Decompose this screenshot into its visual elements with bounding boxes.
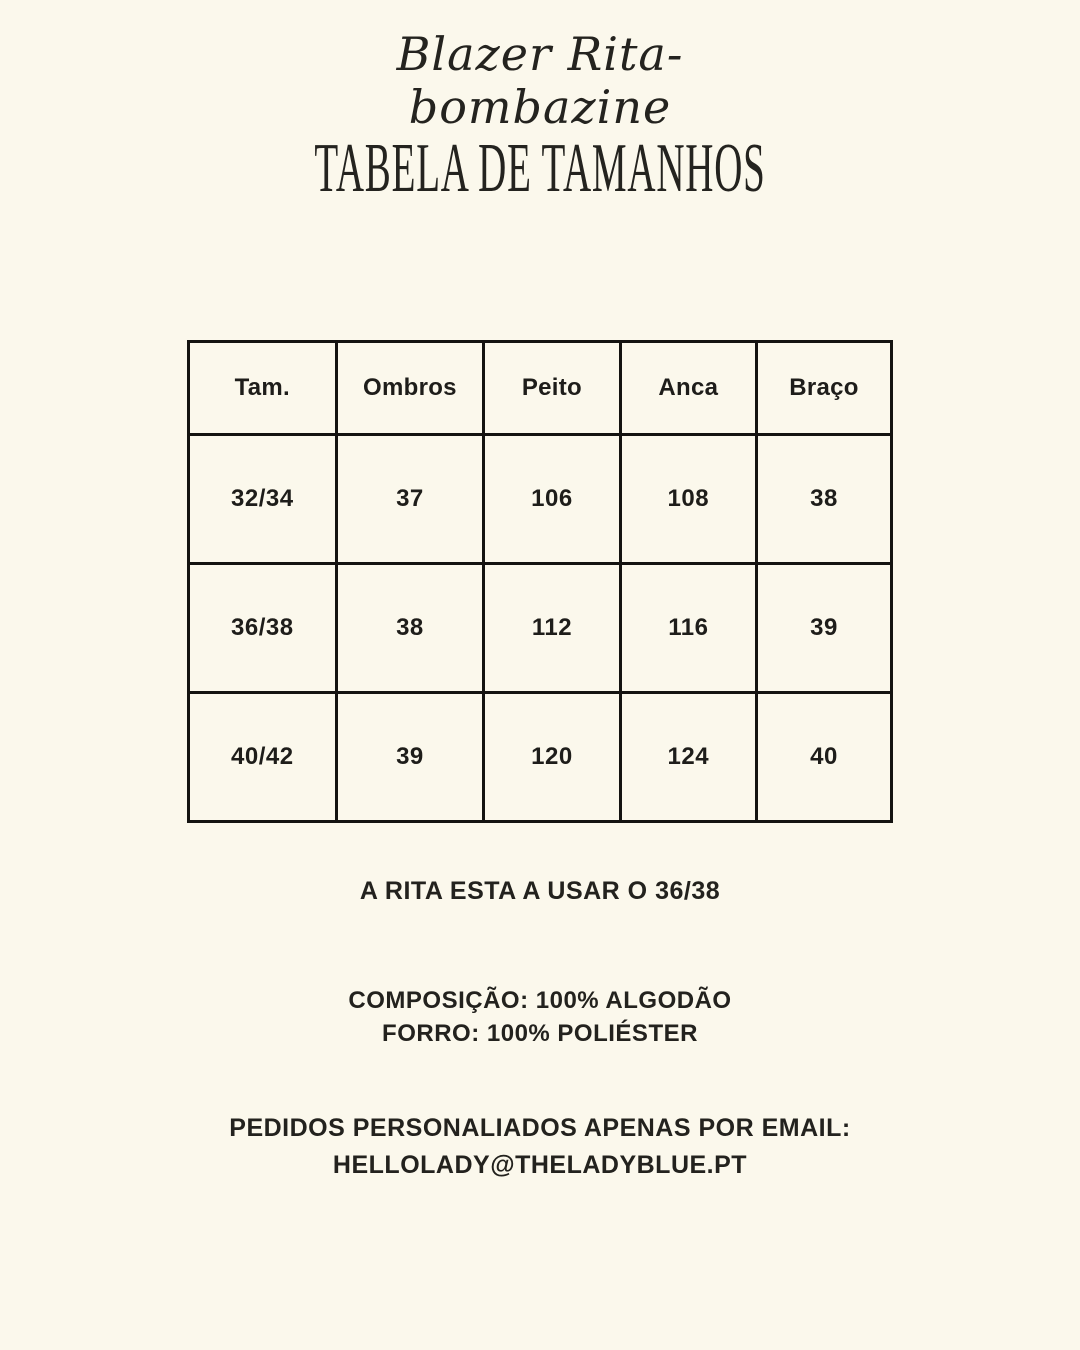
column-header-tam: Tam. bbox=[189, 342, 337, 435]
size-cell: 39 bbox=[757, 564, 892, 693]
product-title bbox=[0, 28, 1080, 134]
custom-orders-note bbox=[0, 1110, 1080, 1184]
size-cell: 112 bbox=[484, 564, 620, 693]
size-cell: 38 bbox=[757, 435, 892, 564]
size-cell: 32/34 bbox=[189, 435, 337, 564]
column-header-anca: Anca bbox=[620, 342, 756, 435]
product-title-line1: Blazer Rita- bbox=[396, 27, 684, 81]
size-cell: 36/38 bbox=[189, 564, 337, 693]
size-cell: 40/42 bbox=[189, 693, 337, 822]
table-row bbox=[189, 435, 892, 564]
size-cell: 38 bbox=[336, 564, 484, 693]
orders-line: PEDIDOS PERSONALIADOS APENAS POR EMAIL: bbox=[229, 1114, 851, 1142]
product-title-line2: bombazine bbox=[408, 80, 672, 134]
size-cell: 39 bbox=[336, 693, 484, 822]
column-header-ombros: Ombros bbox=[336, 342, 484, 435]
composition-line: COMPOSIÇÃO: 100% ALGODÃO bbox=[348, 987, 732, 1014]
lining-line: FORRO: 100% POLIÉSTER bbox=[382, 1020, 698, 1047]
composition-note bbox=[0, 984, 1080, 1050]
column-header-peito: Peito bbox=[484, 342, 620, 435]
size-table-container bbox=[187, 340, 893, 823]
size-cell: 37 bbox=[336, 435, 484, 564]
orders-email: HELLOLADY@THELADYBLUE.PT bbox=[332, 1151, 748, 1179]
table-row bbox=[189, 693, 892, 822]
size-cell: 124 bbox=[620, 693, 756, 822]
size-cell: 108 bbox=[620, 435, 756, 564]
table-row bbox=[189, 564, 892, 693]
size-cell: 120 bbox=[484, 693, 620, 822]
size-cell: 106 bbox=[484, 435, 620, 564]
size-cell: 40 bbox=[757, 693, 892, 822]
size-cell: 116 bbox=[620, 564, 756, 693]
size-table bbox=[187, 340, 893, 823]
page-title: TABELA DE TAMANHOS bbox=[314, 127, 766, 207]
column-header-braco: Braço bbox=[757, 342, 892, 435]
size-table-header-row bbox=[189, 342, 892, 435]
model-size-note: A RITA ESTA A USAR O 36/38 bbox=[359, 877, 721, 905]
